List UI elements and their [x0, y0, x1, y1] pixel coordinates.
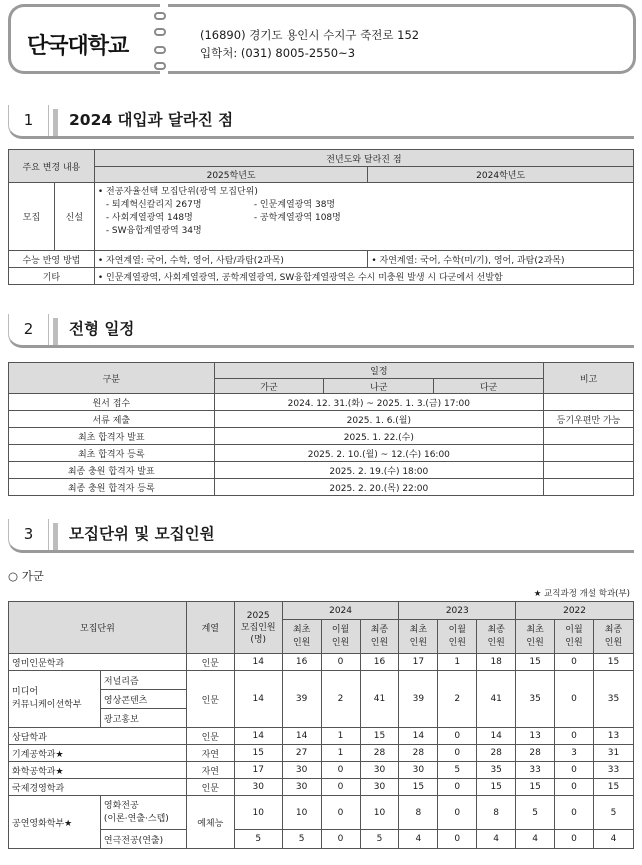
- schedule-date: 2025. 1. 6.(월): [214, 411, 543, 428]
- value: 3: [555, 745, 594, 762]
- schedule-note: [544, 394, 634, 411]
- header-text: 이월: [331, 624, 350, 635]
- schedule-date: 2025. 2. 19.(수) 18:00: [214, 462, 543, 479]
- quota: 17: [234, 762, 282, 779]
- header-text: (명): [250, 634, 267, 645]
- table-row: [9, 779, 634, 796]
- header-text: 인원: [370, 637, 389, 648]
- header-year: 2023: [399, 602, 516, 620]
- value: 39: [282, 671, 321, 728]
- unit-text: 커뮤니케이션학부: [12, 700, 82, 710]
- header-group: 가군: [214, 379, 324, 394]
- major-name: 영상콘텐츠: [100, 690, 186, 709]
- schedule-note: [544, 445, 634, 462]
- value: 16: [282, 654, 321, 671]
- csat-2025: • 자연계열: 국어, 수학, 영어, 사탐/과탐(2과목): [94, 251, 368, 268]
- value: 17: [399, 654, 438, 671]
- header-sub: [477, 620, 516, 654]
- value: 0: [438, 830, 477, 849]
- field: 예체능: [186, 796, 234, 849]
- header-sub: [360, 620, 399, 654]
- contact-box: [168, 4, 636, 74]
- row-label: 수능 반영 방법: [9, 251, 95, 268]
- section-title: 2024 대입과 달라진 점: [69, 111, 234, 129]
- new-units-cell: [94, 183, 633, 251]
- header-group: 나군: [324, 379, 434, 394]
- field: 인문: [186, 728, 234, 745]
- value: 39: [399, 671, 438, 728]
- value: 8: [399, 796, 438, 830]
- header-text: 인원: [604, 637, 623, 648]
- value: 28: [360, 745, 399, 762]
- binder-ring-icon: [154, 28, 166, 36]
- header-year: 2022: [516, 602, 634, 620]
- quota: 15: [234, 745, 282, 762]
- table-row: [9, 745, 634, 762]
- schedule-label: 원서 접수: [9, 394, 215, 411]
- unit-name: 영미인문학과: [9, 654, 187, 671]
- list-item: - 사회계열광역 148명: [105, 213, 193, 223]
- value: 33: [593, 762, 633, 779]
- table-row: [9, 728, 634, 745]
- header-2025: 2025학년도: [94, 167, 368, 183]
- value: 15: [516, 654, 555, 671]
- header-field: 계열: [186, 602, 234, 654]
- header-text: 인원: [565, 637, 583, 648]
- value: 30: [360, 779, 399, 796]
- value: 0: [555, 796, 594, 830]
- row-label: 신설: [54, 183, 94, 251]
- field: 자연: [186, 762, 234, 779]
- value: 14: [477, 728, 516, 745]
- new-units-bullet: • 전공자율선택 모집단위(광역 모집단위): [97, 187, 258, 197]
- header-text: 인원: [331, 637, 350, 648]
- major-text: (이론·연출·스텝): [103, 813, 169, 824]
- quota: 14: [234, 728, 282, 745]
- unit-name: 상담학과: [9, 728, 187, 745]
- value: 5: [593, 796, 633, 830]
- header-text: 최종: [370, 624, 389, 635]
- binder-ring-icon: [154, 46, 166, 54]
- section-header-2: [8, 314, 634, 348]
- header-year: 2024: [282, 602, 399, 620]
- section-title: 모집단위 및 모집인원: [69, 525, 215, 543]
- value: 1: [321, 728, 360, 745]
- value: 13: [516, 728, 555, 745]
- value: 8: [477, 796, 516, 830]
- field: 인문: [186, 779, 234, 796]
- table-row: [9, 830, 634, 849]
- value: 30: [282, 779, 321, 796]
- header-text: 2025: [246, 610, 270, 621]
- address-text: (16890) 경기도 용인시 수지구 죽전로 152: [200, 28, 420, 42]
- value: 0: [321, 762, 360, 779]
- value: 2: [321, 671, 360, 728]
- section-header-1: [8, 105, 634, 139]
- value: 5: [438, 762, 477, 779]
- schedule-date: 2025. 2. 20.(목) 22:00: [214, 479, 543, 496]
- unit-name: 화학공학과★: [9, 762, 187, 779]
- value: 4: [593, 830, 633, 849]
- recruitment-table: [8, 601, 634, 849]
- value: 0: [438, 779, 477, 796]
- section-header-3: [8, 519, 634, 553]
- value: 15: [399, 779, 438, 796]
- value: 28: [399, 745, 438, 762]
- quota: 30: [234, 779, 282, 796]
- section-divider: [53, 109, 58, 136]
- binder-ring-icon: [154, 62, 166, 70]
- section-number: 2: [9, 314, 49, 345]
- value: 5: [282, 830, 321, 849]
- section-divider: [53, 318, 58, 345]
- value: 14: [282, 728, 321, 745]
- value: 41: [477, 671, 516, 728]
- header-prev-year: 전년도와 달라진 점: [94, 150, 633, 167]
- unit-text: 미디어: [12, 687, 39, 697]
- unit-name: [9, 671, 101, 728]
- header-2025-quota: [234, 602, 282, 654]
- quota: 14: [234, 671, 282, 728]
- header-text: 이월: [448, 624, 466, 635]
- value: 0: [438, 728, 477, 745]
- value: 10: [282, 796, 321, 830]
- list-item: - 퇴계혁신칼리지 267명: [105, 200, 202, 210]
- phone-text: 입학처: (031) 8005-2550~3: [200, 46, 356, 60]
- header-note: 비고: [544, 363, 634, 394]
- header-text: 최초: [526, 624, 544, 635]
- value: 0: [555, 728, 594, 745]
- value: 0: [555, 779, 594, 796]
- value: 41: [360, 671, 399, 728]
- value: 35: [593, 671, 633, 728]
- value: 0: [555, 830, 594, 849]
- binder-ring-icon: [154, 12, 166, 20]
- schedule-note: [544, 462, 634, 479]
- schedule-label: 최초 합격자 등록: [9, 445, 215, 462]
- value: 28: [516, 745, 555, 762]
- circle-bullet-icon: ○: [8, 569, 22, 583]
- teaching-course-note: ★ 교직과정 개설 학과(부): [533, 589, 630, 599]
- value: 27: [282, 745, 321, 762]
- header-text: 최초: [409, 624, 428, 635]
- header-sub: [321, 620, 360, 654]
- field: 인문: [186, 654, 234, 671]
- value: 35: [477, 762, 516, 779]
- header-2024: 2024학년도: [368, 167, 634, 183]
- value: 0: [555, 654, 594, 671]
- university-name: 단국대학교: [27, 34, 129, 59]
- quota: 10: [234, 796, 282, 830]
- schedule-table: [8, 362, 634, 496]
- header-unit: 모집단위: [9, 602, 187, 654]
- value: 15: [516, 779, 555, 796]
- subsection-title: [8, 568, 44, 584]
- schedule-note: [544, 428, 634, 445]
- field: 인문: [186, 671, 234, 728]
- value: 0: [555, 762, 594, 779]
- schedule-note: 등기우편만 가능: [544, 411, 634, 428]
- major-name: 광고홍보: [100, 709, 186, 728]
- header-division: 구분: [9, 363, 215, 394]
- major-name: 연극전공(연출): [100, 830, 186, 849]
- value: 30: [360, 762, 399, 779]
- changes-table: [8, 149, 634, 285]
- header-main-changes: 주요 변경 내용: [9, 150, 95, 183]
- header-text: 최종: [487, 624, 505, 635]
- subsection-label: 가군: [21, 569, 44, 583]
- header-sub: [593, 620, 633, 654]
- value: 15: [360, 728, 399, 745]
- other-text: • 인문계열광역, 사회계열광역, 공학계열광역, SW융합계열광역은 수시 미충원 발생 시 다군에서 선발함: [94, 268, 633, 285]
- header-text: 인원: [292, 637, 311, 648]
- section-divider: [53, 523, 58, 550]
- new-units-list: [98, 199, 631, 238]
- table-row: [9, 796, 634, 830]
- table-row: [9, 654, 634, 671]
- value: 15: [593, 779, 633, 796]
- value: 0: [321, 830, 360, 849]
- value: 0: [555, 671, 594, 728]
- major-text: 영화전공: [103, 800, 139, 811]
- value: 2: [438, 671, 477, 728]
- csat-2024: • 자연계열: 국어, 수학(미/기), 영어, 과탐(2과목): [368, 251, 634, 268]
- schedule-label: 최초 합격자 발표: [9, 428, 215, 445]
- header-text: 최종: [604, 624, 623, 635]
- value: 13: [593, 728, 633, 745]
- value: 4: [516, 830, 555, 849]
- header-sub: [555, 620, 594, 654]
- header-sub: [282, 620, 321, 654]
- schedule-date: 2024. 12. 31.(화) ~ 2025. 1. 3.(금) 17:00: [214, 394, 543, 411]
- value: 16: [360, 654, 399, 671]
- header-text: 인원: [526, 637, 544, 648]
- value: 30: [282, 762, 321, 779]
- value: 31: [593, 745, 633, 762]
- field: 자연: [186, 745, 234, 762]
- value: 5: [516, 796, 555, 830]
- value: 4: [399, 830, 438, 849]
- schedule-label: 최종 충원 합격자 발표: [9, 462, 215, 479]
- schedule-note: [544, 479, 634, 496]
- table-row: [9, 671, 634, 690]
- list-item: - 공학계열광역 108명: [253, 213, 341, 223]
- list-item: - SW융합계열광역 34명: [105, 226, 202, 236]
- value: 1: [321, 745, 360, 762]
- schedule-date: 2025. 2. 10.(월) ~ 12.(수) 16:00: [214, 445, 543, 462]
- header-sub: [438, 620, 477, 654]
- value: 14: [399, 728, 438, 745]
- value: 0: [438, 745, 477, 762]
- section-number: 1: [9, 105, 49, 136]
- header-text: 인원: [448, 637, 466, 648]
- row-label: 기타: [9, 268, 95, 285]
- value: 15: [593, 654, 633, 671]
- quota: 14: [234, 654, 282, 671]
- row-label: 모집: [9, 183, 55, 251]
- table-row: [9, 762, 634, 779]
- schedule-date: 2025. 1. 22.(수): [214, 428, 543, 445]
- header-schedule: 일정: [214, 363, 543, 379]
- value: 0: [438, 796, 477, 830]
- header-text: 이월: [565, 624, 583, 635]
- value: 4: [477, 830, 516, 849]
- header-group: 다군: [434, 379, 544, 394]
- header-text: 최초: [292, 624, 311, 635]
- value: 0: [321, 654, 360, 671]
- header-sub: [399, 620, 438, 654]
- unit-name: 공연영화학부★: [9, 796, 101, 849]
- major-name: 저널리즘: [100, 671, 186, 690]
- value: 15: [477, 779, 516, 796]
- value: 10: [360, 796, 399, 830]
- value: 5: [360, 830, 399, 849]
- schedule-label: 서류 제출: [9, 411, 215, 428]
- value: 0: [321, 796, 360, 830]
- list-item: - 인문계열광역 38명: [253, 200, 336, 210]
- header-sub: [516, 620, 555, 654]
- schedule-label: 최종 충원 합격자 등록: [9, 479, 215, 496]
- value: 33: [516, 762, 555, 779]
- header-text: 인원: [409, 637, 428, 648]
- header-text: 인원: [487, 637, 505, 648]
- value: 1: [438, 654, 477, 671]
- unit-name: 국제경영학과: [9, 779, 187, 796]
- value: 0: [321, 779, 360, 796]
- major-name: [100, 796, 186, 830]
- header-text: 모집인원: [240, 622, 276, 633]
- value: 18: [477, 654, 516, 671]
- section-number: 3: [9, 519, 49, 550]
- value: 35: [516, 671, 555, 728]
- section-title: 전형 일정: [69, 320, 135, 338]
- unit-name: 기계공학과★: [9, 745, 187, 762]
- value: 30: [399, 762, 438, 779]
- university-logo-box: [8, 4, 160, 74]
- quota: 5: [234, 830, 282, 849]
- value: 28: [477, 745, 516, 762]
